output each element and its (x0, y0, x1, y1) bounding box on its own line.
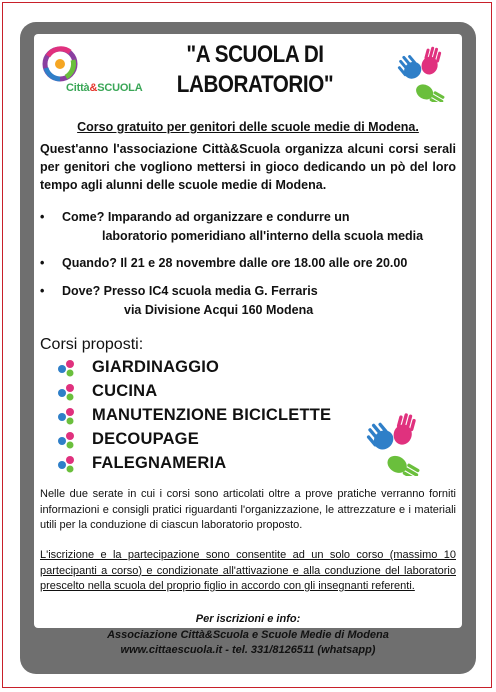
course-item: CUCINA (56, 382, 356, 406)
small-hands-icon (56, 359, 78, 382)
course-item: MANUTENZIONE BICICLETTE (56, 406, 356, 430)
description-paragraph: Nelle due serate in cui i corsi sono articolati oltre a prove pratiche verranno forniti informazioni e consigli pratici riguardanti l'organizzazione, le attrezzature e i materiali utili per la conduzione di ciascun laboratorio proposto. (40, 488, 456, 531)
footer-organization: Associazione Città&Scuola e Scuole Medie di Modena (107, 628, 389, 641)
footer-heading: Per iscrizioni e info: (195, 613, 301, 625)
contact-footer (40, 612, 456, 659)
hands-icon (358, 410, 428, 481)
course-item: FALEGNAMERIA (56, 454, 356, 478)
logo-mark-icon (40, 44, 80, 84)
courses-heading: Corsi proposti: (40, 336, 144, 353)
subtitle: Corso gratuito per genitori delle scuole medie di Modena. (77, 120, 419, 134)
bullet-dot-icon: • (40, 284, 45, 298)
bullet-dot-icon: • (40, 256, 45, 270)
bullet-dot-icon: • (40, 210, 45, 224)
logo-text: Città&SCUOLA (66, 82, 143, 94)
small-hands-icon (56, 455, 78, 478)
poster-title: "A SCUOLA DI LABORATORIO" (176, 41, 334, 98)
enrollment-conditions: L'iscrizione e la partecipazione sono consentite ad un solo corso (massimo 10 partecipanti a corso) e condizionate all'attivazione e alla conduzione del laboratorio prescelto nella scuola del proprio figlio in accordo con gli insegnanti referenti. (40, 549, 456, 592)
small-hands-icon (56, 383, 78, 406)
footer-contact: www.cittaescuola.it - tel. 331/8126511 (whatsapp) (120, 644, 376, 656)
small-hands-icon (56, 407, 78, 430)
course-item: DECOUPAGE (56, 430, 356, 454)
small-hands-icon (56, 431, 78, 454)
hands-icon (390, 44, 452, 107)
course-item: GIARDINAGGIO (56, 358, 356, 382)
intro-paragraph: Quest'anno l'associazione Città&Scuola organizza alcuni corsi serali per genitori che vogliono mettersi in gioco dedicando un pò del loro tempo agli alunni delle scuole medie di Modena. (40, 142, 456, 192)
